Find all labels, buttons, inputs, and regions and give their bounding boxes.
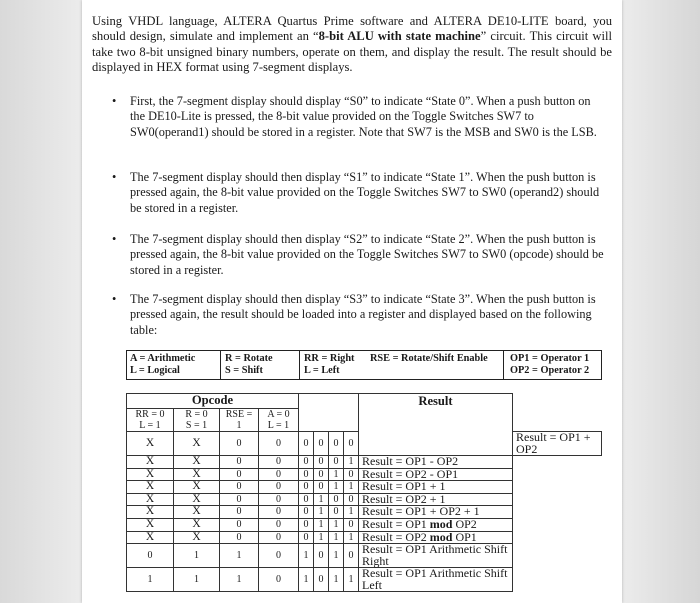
table-row: X X 0 0 0 1 1 0 Result = OP1 mod OP2 [127, 518, 602, 531]
bullet-item [106, 170, 606, 216]
document-page [82, 0, 622, 603]
intro-text-pre: Using VHDL language, ALTERA Quartus Prime software and ALTERA DE10-LITE board, you should design, simulate and implement an “ [92, 14, 612, 44]
result-cell: Result = OP1 + 1 [359, 481, 513, 494]
result-cell: Result = OP2 mod OP1 [359, 531, 513, 544]
bullet-text: The 7-segment display should then display “S3” to indicate “State 3”. When the push button is pressed again, the result should be loaded into a register and displayed based on the following table: [130, 292, 596, 337]
bullet-text: First, the 7-segment display should display “S0” to indicate “State 0”. When a push button on the DE10-Lite is pressed, the 8-bit value provided on the Toggle Switches SW7 to SW0(operand1) should be stored in a register. Note that SW7 is the MSB and SW0 is the LSB. [130, 94, 597, 139]
result-cell: Result = OP2 - OP1 [359, 468, 513, 481]
result-cell: Result = OP1 + OP2 + 1 [359, 506, 513, 519]
bits-header [299, 409, 359, 432]
col-rse-header: RSE = 1 [220, 409, 259, 432]
legend-direction: RR = Right L = Left [304, 353, 355, 376]
legend-arith: A = Arithmetic L = Logical [130, 353, 196, 376]
col-r-header: R = 0 S = 1 [174, 409, 220, 432]
result-cell: Result = OP2 + 1 [359, 493, 513, 506]
table-row: X X 0 0 0 0 0 1 Result = OP1 - OP2 [127, 456, 602, 469]
result-cell: Result = OP1 - OP2 [359, 456, 513, 469]
bullet-dot-icon: • [112, 94, 117, 108]
result-cell: Result = OP1 + OP2 [513, 432, 602, 456]
table-row: X X 0 0 0 0 1 1 Result = OP1 + 1 [127, 481, 602, 494]
intro-text-post: ” circuit. This circuit will take two 8-bit unsigned binary numbers, operate on them, and display the result. The result should be displayed in HEX format using 7-segment displays. [92, 29, 612, 74]
table-row: X X 0 0 0 1 0 0 Result = OP2 + 1 [127, 493, 602, 506]
legend-divider [220, 351, 221, 379]
result-header: Result [359, 394, 513, 456]
bullet-text: The 7-segment display should then display “S2” to indicate “State 2”. When the push button is pressed again, the 8-bit value provided on the Toggle Switches SW7 to SW0 (opcode) should be stored in a register. [130, 232, 604, 277]
legend-divider [299, 351, 300, 379]
result-cell: Result = OP1 mod OP2 [359, 518, 513, 531]
legend-rse: RSE = Rotate/Shift Enable [370, 353, 488, 364]
result-cell: Result = OP1 Arithmetic Shift Left [359, 568, 513, 592]
legend-rotate: R = Rotate S = Shift [225, 353, 273, 376]
table-row: 1 1 1 0 1 0 1 1 Result = OP1 Arithmetic Shift Left [127, 568, 602, 592]
legend-divider [503, 351, 504, 379]
legend-operators: OP1 = Operator 1 OP2 = Operator 2 [510, 353, 590, 376]
bullet-dot-icon: • [112, 292, 117, 306]
opcode-table [126, 393, 602, 592]
bullet-item [106, 292, 606, 338]
col-rr-header: RR = 0 L = 1 [127, 409, 174, 432]
header-spacer [299, 394, 359, 409]
result-cell: Result = OP1 Arithmetic Shift Right [359, 544, 513, 568]
legend-box [126, 350, 602, 380]
bullet-dot-icon: • [112, 232, 117, 246]
bullet-dot-icon: • [112, 170, 117, 184]
intro-paragraph [92, 14, 612, 75]
table-row: X X 0 0 0 1 1 1 Result = OP2 mod OP1 [127, 531, 602, 544]
page-left-margin [0, 0, 82, 603]
col-a-header: A = 0 L = 1 [259, 409, 299, 432]
bullet-item [106, 232, 606, 278]
table-row: 0 1 1 0 1 0 1 0 Result = OP1 Arithmetic Shift Right [127, 544, 602, 568]
page-right-margin [622, 0, 700, 603]
table-row: X X 0 0 0 0 0 0 Result = OP1 + OP2 [127, 432, 602, 456]
table-header-row [127, 394, 602, 409]
table-row: X X 0 0 0 0 1 0 Result = OP2 - OP1 [127, 468, 602, 481]
table-row: X X 0 0 0 1 0 1 Result = OP1 + OP2 + 1 [127, 506, 602, 519]
bullet-item [106, 94, 606, 140]
intro-text-bold: 8-bit ALU with state machine [318, 29, 481, 44]
opcode-header: Opcode [127, 394, 299, 409]
bullet-text: The 7-segment display should then display “S1” to indicate “State 1”. When the push button is pressed again, the 8-bit value provided on the Toggle Switches SW7 to SW0 (operand2) should be stored in a register. [130, 170, 600, 215]
